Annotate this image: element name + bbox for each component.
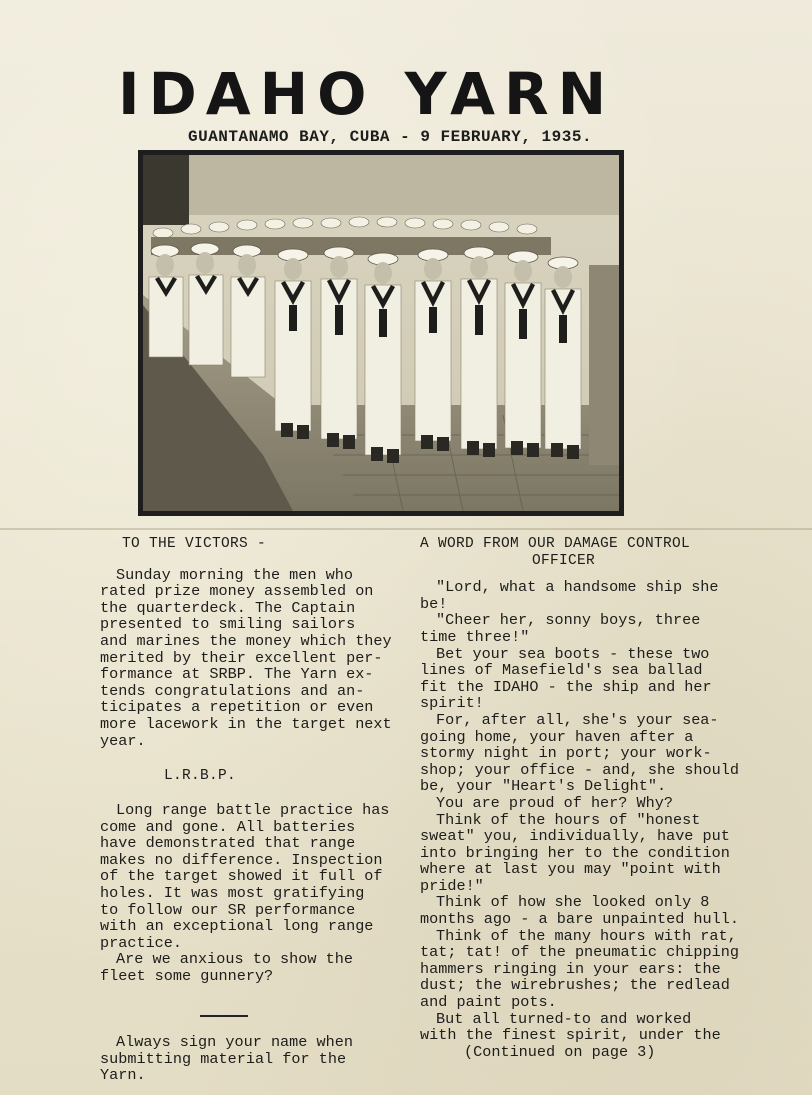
article-line: months ago - a bare unpainted hull. — [420, 910, 739, 929]
article-line: presented to smiling sailors — [100, 615, 356, 634]
article-line: dust; the wirebrushes; the redlead — [420, 976, 730, 995]
article-line: into bringing her to the condition — [420, 843, 730, 862]
article-line: ticipates a repetition or even — [100, 698, 374, 717]
article-line: Think of the hours of "honest — [436, 810, 701, 829]
sailors-group-photo — [138, 150, 624, 516]
article-line: pride!" — [420, 876, 484, 895]
article-line: with an exceptional long range — [100, 917, 374, 936]
article-line: Yarn. — [100, 1066, 146, 1085]
damage-control-heading-2: OFFICER — [532, 552, 596, 569]
victors-heading: TO THE VICTORS - — [122, 536, 267, 552]
article-line: holes. It was most gratifying — [100, 883, 365, 902]
article-line: formance at SRBP. The Yarn ex- — [100, 665, 374, 684]
article-line: stormy night in port; your work- — [420, 744, 712, 763]
article-line: Are we anxious to show the — [116, 950, 353, 969]
fold-crease — [0, 528, 812, 530]
photo-illustration — [143, 155, 619, 511]
article-line: fit the IDAHO - the ship and her — [420, 677, 712, 696]
article-line: rated prize money assembled on — [100, 582, 374, 601]
damage-control-article — [420, 536, 780, 1060]
article-line: "Lord, what a handsome ship she — [436, 578, 719, 597]
article-line: where at last you may "point with — [420, 860, 721, 879]
section-divider — [200, 1015, 248, 1017]
article-line: and paint pots. — [420, 993, 557, 1012]
article-line: Always sign your name when — [116, 1033, 353, 1051]
dateline: GUANTANAMO BAY, CUBA - 9 FEBRUARY, 1935. — [188, 128, 593, 146]
article-line: year. — [100, 731, 146, 750]
lrbp-heading-block — [100, 768, 430, 785]
article-line: tends congratulations and an- — [100, 681, 365, 700]
article-line: Think of how she looked only 8 — [436, 893, 710, 912]
article-line: Long range battle practice has — [116, 801, 390, 819]
article-line: tat; tat! of the pneumatic chipping — [420, 943, 739, 962]
article-line: practice. — [100, 933, 183, 952]
article-line: merited by their excellent per- — [100, 648, 383, 667]
article-line: the quarterdeck. The Captain — [100, 598, 356, 617]
article-line: But all turned-to and worked — [436, 1009, 692, 1028]
article-line: be! — [420, 594, 448, 613]
article-line: makes no difference. Inspection — [100, 850, 383, 869]
lrbp-heading: L.R.B.P. — [164, 768, 237, 784]
article-line: lines of Masefield's sea ballad — [420, 661, 703, 680]
damage-control-heading: A WORD FROM OUR DAMAGE CONTROL — [420, 536, 691, 552]
article-line: Think of the many hours with rat, — [436, 926, 737, 945]
article-line: shop; your office - and, she should — [420, 760, 739, 779]
article-line: time three!" — [420, 627, 530, 646]
article-line: spirit! — [420, 694, 484, 713]
article-line: submitting material for the — [100, 1049, 347, 1068]
article-line: going home, your haven after a — [420, 727, 694, 746]
article-line: come and gone. All batteries — [100, 817, 356, 836]
article-line: Bet your sea boots - these two — [436, 644, 710, 663]
article-line: with the finest spirit, under the — [420, 1026, 721, 1045]
article-line: You are proud of her? Why? — [436, 793, 673, 812]
article-line: fleet some gunnery? — [100, 966, 274, 985]
article-line: have demonstrated that range — [100, 834, 356, 853]
continued-note: (Continued on page 3) — [464, 1042, 656, 1061]
victors-article — [100, 536, 430, 749]
article-line: "Cheer her, sonny boys, three — [436, 611, 701, 630]
article-line: sweat" you, individually, have put — [420, 827, 730, 846]
article-line: and marines the money which they — [100, 631, 392, 650]
article-line: be, your "Heart's Delight". — [420, 777, 667, 796]
masthead-title: IDAHO YARN — [118, 60, 616, 128]
article-line: hammers ringing in your ears: the — [420, 959, 721, 978]
lrbp-article — [100, 802, 430, 985]
article-line: For, after all, she's your sea- — [436, 710, 719, 729]
sign-name-note — [100, 1034, 430, 1084]
article-line: to follow our SR performance — [100, 900, 356, 919]
article-line: more lacework in the target next — [100, 714, 392, 733]
article-line: Sunday morning the men who — [116, 565, 353, 584]
article-line: of the target showed it full of — [100, 867, 383, 886]
